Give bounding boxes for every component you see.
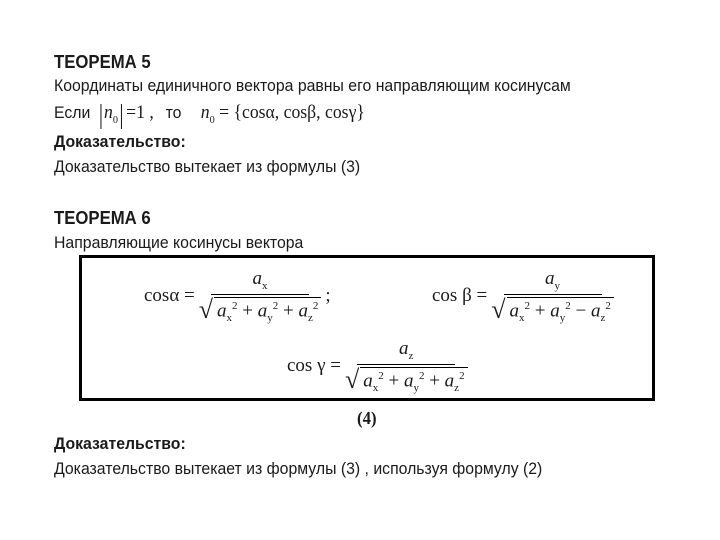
- theorem5-statement: Координаты единичного вектора равны его направляющим косинусам: [54, 76, 571, 95]
- theorem6-proof-title: Доказательство:: [54, 434, 186, 453]
- theorem6-title: ТЕОРЕМА 6: [54, 208, 151, 228]
- theorem6-statement: Направляющие косинусы вектора: [54, 233, 304, 252]
- abs-vector: $n_0$: [100, 102, 121, 123]
- unit-vector-formula: $n_0 = \{\cos\alpha$, cosβ, cosγ}: [200, 102, 365, 126]
- if-word: Если: [54, 103, 91, 122]
- cos-gamma-formula: cos γ = $a_z$ √ $a_x^2 + a_y^2 + a_z^2$: [287, 338, 472, 394]
- theorem5-proof-title: Доказательство:: [54, 132, 186, 151]
- theorem5-title: ТЕОРЕМА 5: [54, 52, 151, 72]
- then-word: то: [165, 103, 182, 122]
- cos-beta-formula: cos β = $a_y$ √ $a_x^2 + a_y^2 - a_z^2$: [432, 268, 618, 324]
- theorem6-proof-text: Доказательство вытекает из формулы (3) , используя формулу (2): [54, 459, 543, 478]
- theorem5-proof-text: Доказательство вытекает из формулы (3): [54, 157, 361, 176]
- equals-one: =1 ,: [126, 102, 154, 123]
- formula-box: [79, 255, 655, 401]
- theorem5-condition: [54, 102, 365, 129]
- cos-alpha-formula: cosα = $a_x$ √ $a_x^2 + a_y^2 + a_z^2$ ;: [144, 268, 331, 324]
- equation-label: (4): [357, 408, 377, 428]
